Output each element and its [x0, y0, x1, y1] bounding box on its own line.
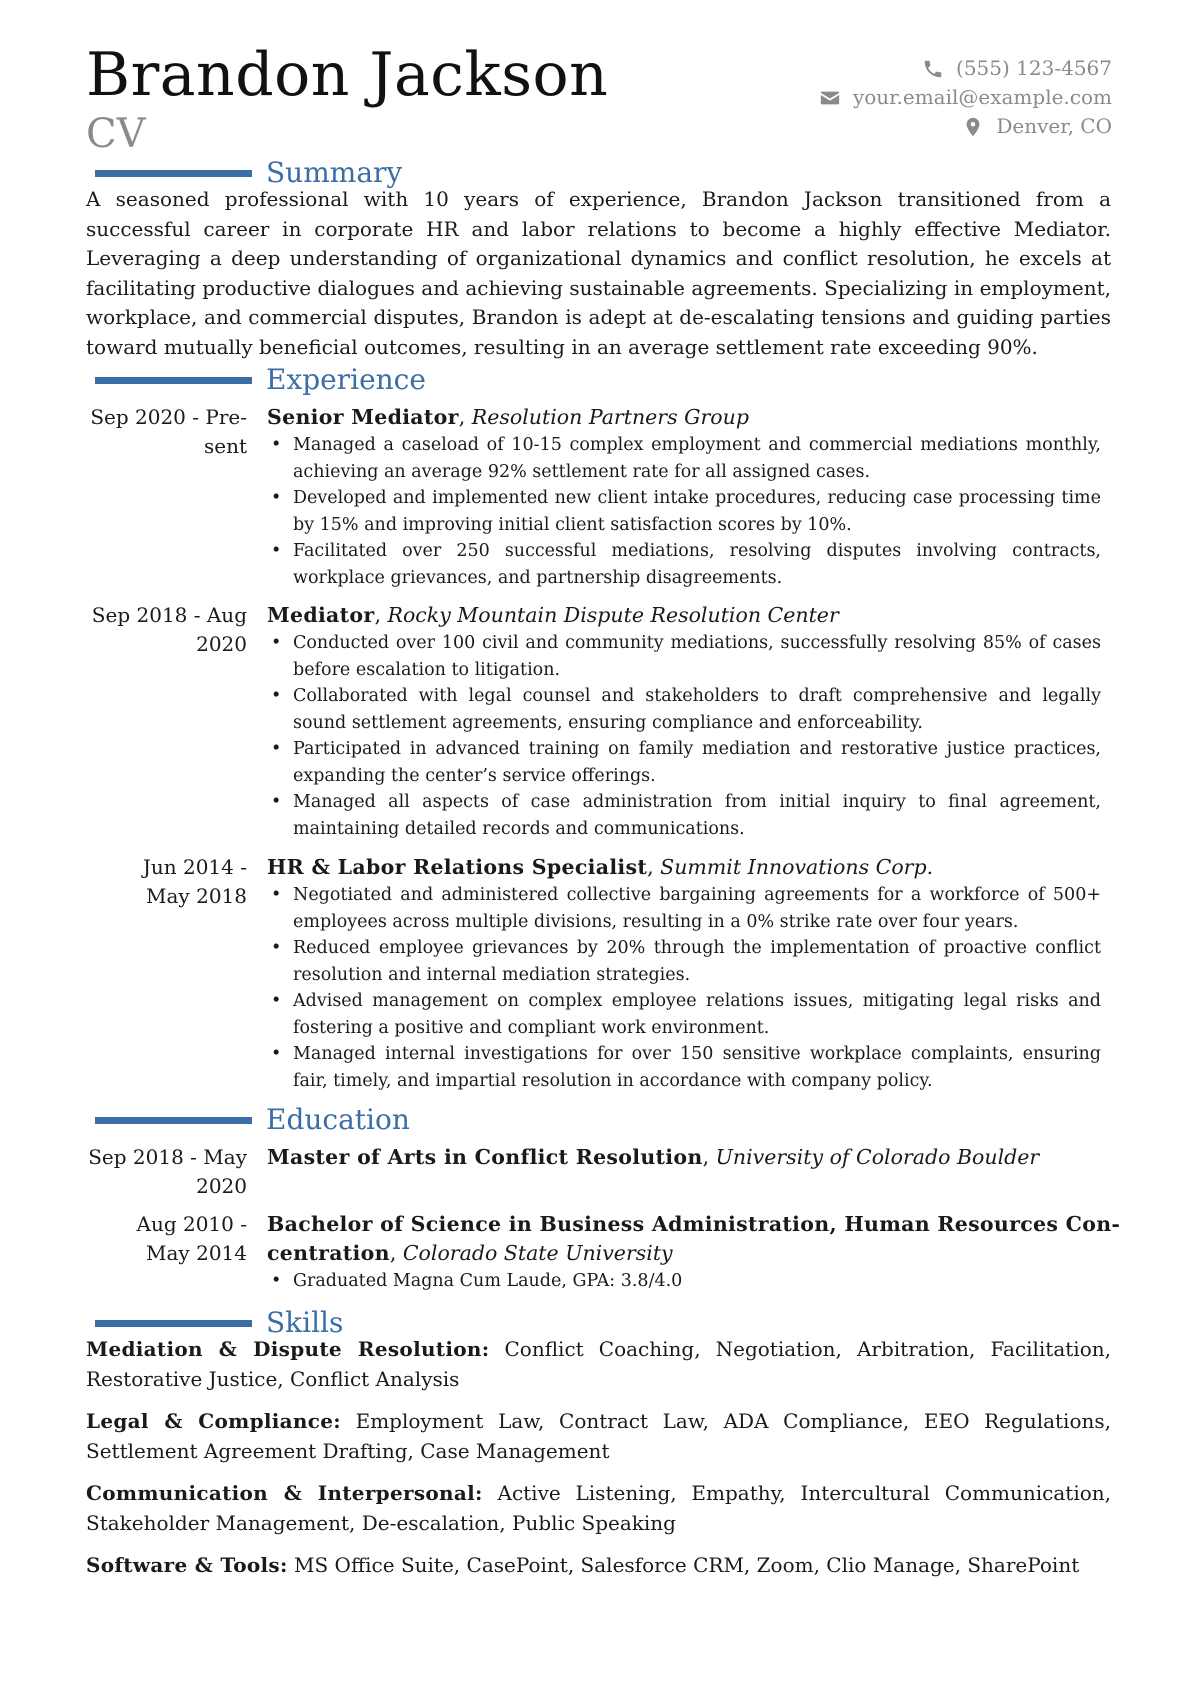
section-title: Skills: [266, 1306, 344, 1339]
location-pin-icon: [962, 116, 984, 138]
skill-items: MS Office Suite, CasePoint, Salesforce CRM, Zoom, Clio Manage, SharePoint: [294, 1553, 1080, 1577]
bullet-list: [267, 1268, 1101, 1295]
entry-body: [267, 601, 1101, 842]
phone-text: (555) 123-4567: [956, 56, 1112, 80]
entry-title: Mediator, Rocky Mountain Dispute Resolution Center: [267, 603, 839, 627]
skill-label: Mediation & Dispute Resolution:: [86, 1337, 490, 1361]
entry-date: [80, 403, 247, 461]
bullet-item: • Graduated Magna Cum Laude, GPA: 3.8/4.0: [267, 1268, 1101, 1295]
skill-items: Employment Law, Contract Law, ADA Compliance, EEO Regulations, Settlement Agreement Drafting, Case Management: [86, 1409, 1111, 1463]
bullet-item: • Developed and implemented new client intake procedures, reducing case processing time by 15% and improving initial client satisfaction scores by 10%.: [267, 485, 1101, 538]
date-line: sent: [203, 434, 247, 458]
job-title: Senior Mediator: [267, 405, 459, 429]
skill-label: Software & Tools:: [86, 1553, 288, 1577]
entry-body: [267, 403, 1101, 591]
candidate-name: Brandon Jackson: [86, 40, 609, 110]
date-line: Aug 2010 -: [136, 1212, 247, 1236]
organization: Summit Innovations Corp.: [660, 855, 934, 879]
phone-icon: [922, 58, 944, 80]
experience-heading: [0, 363, 1190, 397]
degree-title: Master of Arts in Conflict Resolution: [267, 1145, 703, 1169]
entry-date: [80, 601, 247, 659]
entry-body: [267, 1210, 1121, 1295]
organization: Resolution Partners Group: [471, 405, 749, 429]
contact-email: [692, 83, 1112, 112]
section-accent-bar: [95, 1320, 252, 1327]
institution: Colorado State University: [402, 1241, 673, 1265]
organization: Rocky Mountain Dispute Resolution Center: [387, 603, 839, 627]
skill-group: [86, 1407, 1111, 1466]
date-line: 2020: [196, 632, 247, 656]
bullet-item: • Collaborated with legal counsel and stakeholders to draft comprehensive and legally sound settlement agreements, ensuring compliance and enforceability.: [267, 683, 1101, 736]
bullet-item: • Managed a caseload of 10-15 complex employment and commercial mediations monthly, achieving an average 92% settlement rate for all assigned cases.: [267, 432, 1101, 485]
email-text: your.email@example.com: [852, 85, 1112, 109]
institution: University of Colorado Boulder: [715, 1145, 1040, 1169]
section-title: Education: [266, 1103, 410, 1136]
date-line: May 2018: [146, 884, 247, 908]
bullet-item: • Managed all aspects of case administration from initial inquiry to final agreement, maintaining detailed records and communications.: [267, 789, 1101, 842]
bullet-item: • Conducted over 100 civil and community mediations, successfully resolving 85% of cases before escalation to litigation.: [267, 630, 1101, 683]
bullet-item: • Managed internal investigations for over 150 sensitive workplace complaints, ensuring fair, timely, and impartial resolution in accordance with company policy.: [267, 1041, 1101, 1094]
skill-items: Conflict Coaching, Negotiation, Arbitration, Facilitation, Restorative Justice, Conflict Analysis: [86, 1337, 1111, 1391]
skill-label: Communication & Interpersonal:: [86, 1481, 483, 1505]
bullet-item: • Participated in advanced training on family mediation and restorative justice practices, expanding the center’s service offerings.: [267, 736, 1101, 789]
degree-title-cont: centration: [267, 1241, 390, 1265]
skill-group: [86, 1551, 1111, 1581]
skills-list: [86, 1335, 1111, 1594]
degree-title: Bachelor of Science in Business Administration, Human Resources Con-: [267, 1212, 1121, 1236]
bullet-list: [267, 630, 1101, 842]
bullet-item: • Reduced employee grievances by 20% through the implementation of proactive conflict resolution and internal mediation strategies.: [267, 935, 1101, 988]
section-title: Summary: [266, 156, 403, 189]
bullet-list: [267, 882, 1101, 1094]
entry-body: [267, 853, 1101, 1094]
entry-title: HR & Labor Relations Specialist, Summit Innovations Corp.: [267, 855, 934, 879]
summary-text: A seasoned professional with 10 years of experience, Brandon Jackson transitioned from a successful career in corporate HR and labor relations to become a highly effective Mediator. Leveraging a deep understanding of organizational dynamics and conflict resolution, he excels at facilitating productive dialogues and achieving sustainable agreements. Specializing in employment, workplace, and commercial disputes, Brandon is adept at de-escalating tensions and guiding parties toward mutually beneficial outcomes, resulting in an average settlement rate exceeding 90%.: [86, 187, 1111, 359]
entry-body: [267, 1143, 1101, 1172]
bullet-item: • Advised management on complex employee relations issues, mitigating legal risks and fostering a positive and compliant work environment.: [267, 988, 1101, 1041]
job-title: HR & Labor Relations Specialist: [267, 855, 648, 879]
entry-date: [80, 1143, 247, 1201]
date-line: Sep 2018 - May: [88, 1145, 247, 1169]
contact-block: [692, 54, 1112, 141]
section-title: Experience: [266, 363, 426, 396]
contact-phone: [692, 54, 1112, 83]
contact-location: [692, 112, 1112, 141]
date-line: Jun 2014 -: [142, 855, 247, 879]
envelope-icon: [819, 87, 841, 109]
entry-date: [80, 853, 247, 911]
entry-title: Senior Mediator, Resolution Partners Group: [267, 405, 749, 429]
bullet-item: • Facilitated over 250 successful mediations, resolving disputes involving contracts, workplace grievances, and partnership disagreements.: [267, 538, 1101, 591]
job-title: Mediator: [267, 603, 375, 627]
entry-title: Master of Arts in Conflict Resolution, University of Colorado Boulder: [267, 1145, 1040, 1169]
bullet-list: [267, 432, 1101, 591]
entry-date: [80, 1210, 247, 1268]
section-accent-bar: [95, 1117, 252, 1124]
date-line: 2020: [196, 1174, 247, 1198]
section-accent-bar: [95, 170, 252, 177]
bullet-item: • Negotiated and administered collective bargaining agreements for a workforce of 500+ employees across multiple divisions, resulting in a 0% strike rate over four years.: [267, 882, 1101, 935]
education-heading: [0, 1103, 1190, 1137]
section-accent-bar: [95, 377, 252, 384]
document-subtitle: CV: [86, 111, 146, 157]
skill-label: Legal & Compliance:: [86, 1409, 341, 1433]
location-text: Denver, CO: [996, 114, 1112, 138]
date-line: Sep 2018 - Aug: [91, 603, 247, 627]
date-line: Sep 2020 - Pre-: [90, 405, 247, 429]
skill-items: Active Listening, Empathy, Intercultural Communication, Stakeholder Management, De-escalation, Public Speaking: [86, 1481, 1111, 1535]
entry-title: centration, Colorado State University: [267, 1241, 673, 1265]
skill-group: [86, 1479, 1111, 1538]
skill-group: [86, 1335, 1111, 1394]
entry-title: [267, 1210, 1121, 1239]
date-line: May 2014: [146, 1241, 247, 1265]
